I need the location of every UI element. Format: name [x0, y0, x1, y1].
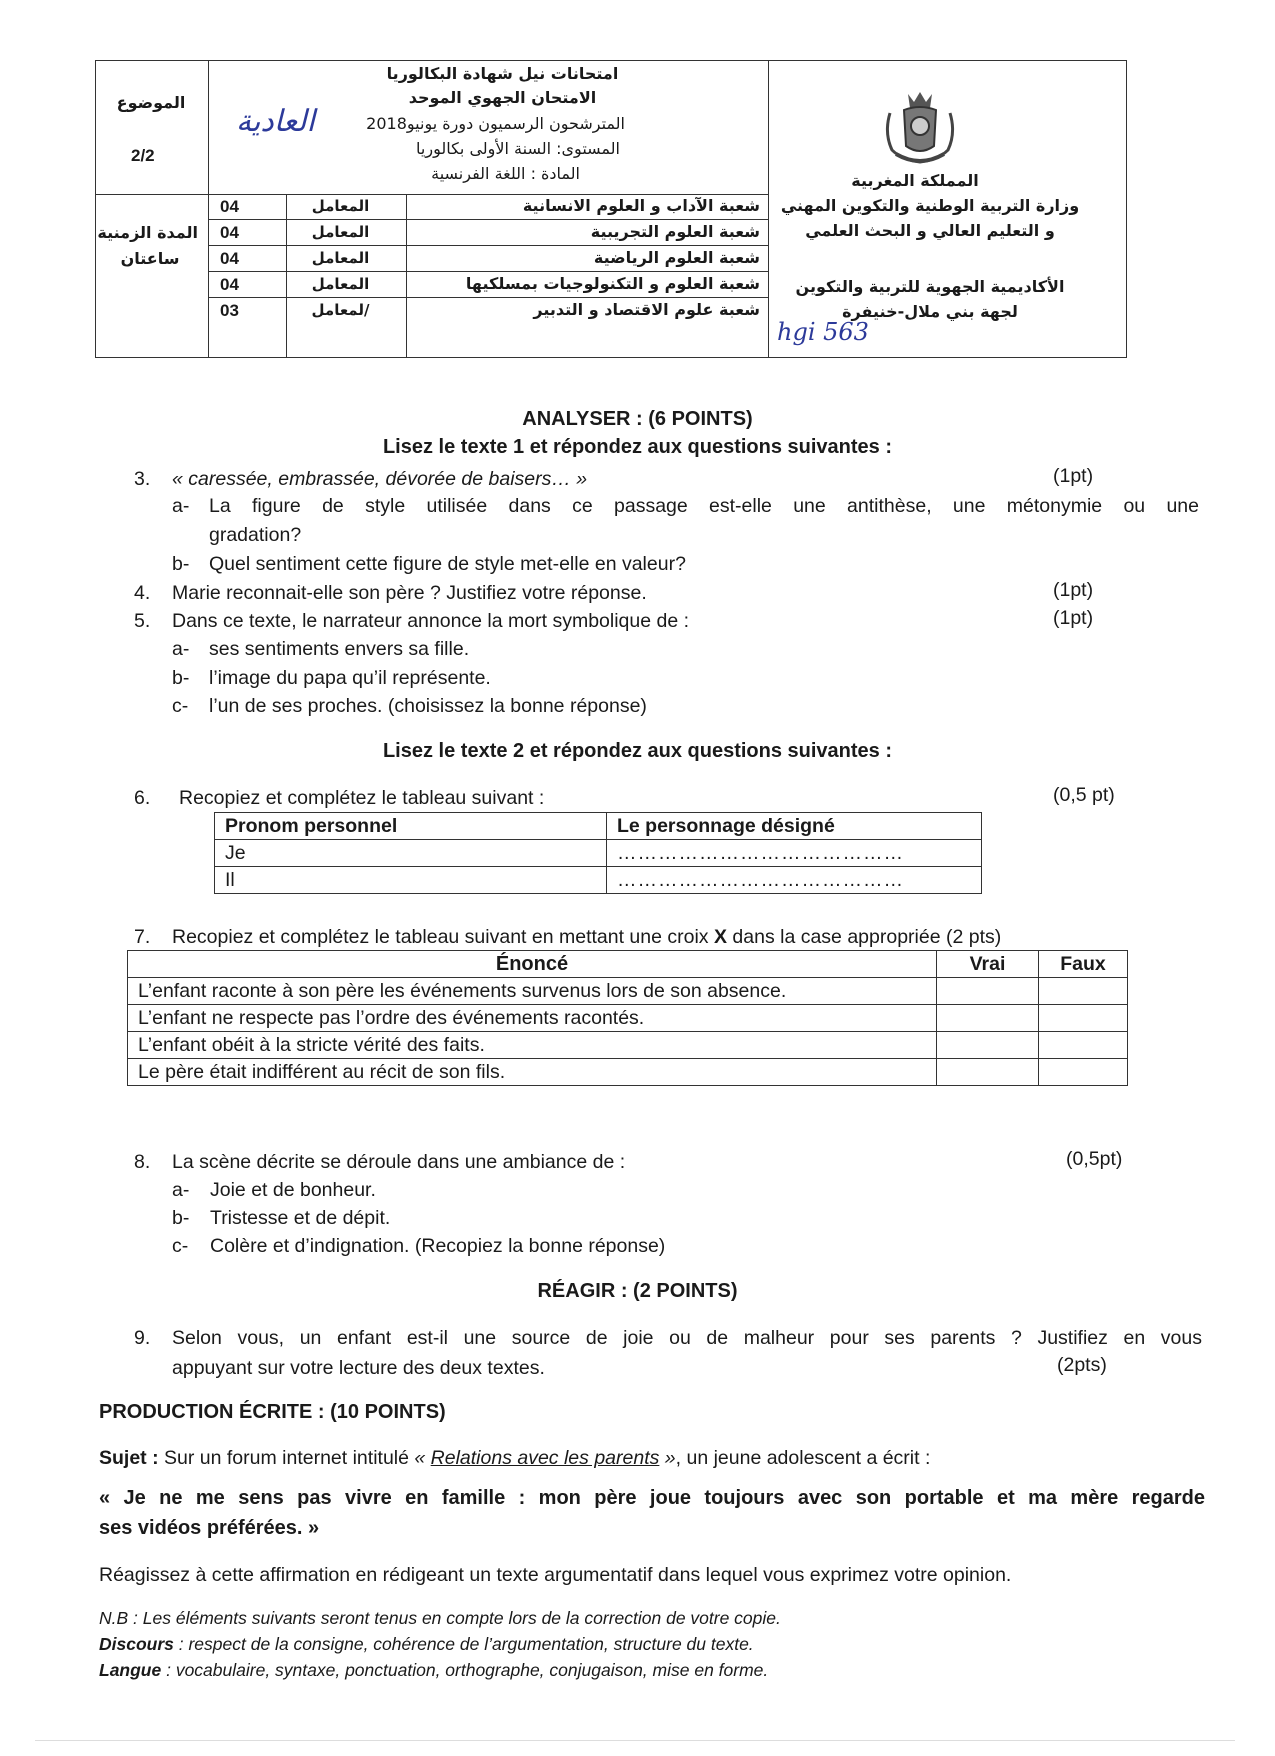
criteria-langue: [99, 1660, 768, 1682]
option-text: Joie et de bonheur.: [210, 1179, 376, 1201]
answer-cell: [1039, 978, 1128, 1005]
answer-cell: [1039, 1059, 1128, 1086]
question-text: Marie reconnait-elle son père ? Justifiez votre réponse.: [172, 582, 647, 604]
question-text: Recopiez et complétez le tableau suivant :: [179, 787, 545, 809]
header-divider: [768, 61, 769, 357]
table-header: Pronom personnel: [215, 813, 607, 840]
question-number: 7.: [134, 926, 151, 948]
branch-name: شعبة العلوم الرياضية: [593, 248, 760, 267]
table-row: [128, 1005, 1128, 1032]
subject-label: Sujet :: [99, 1447, 159, 1469]
adolescent-quote: « Je ne me sens pas vivre en famille : mon père joue toujours avec son portable et ma mère regarde: [99, 1487, 1205, 1509]
page-number: 2/2: [131, 146, 155, 165]
question-number: 8.: [134, 1151, 151, 1173]
criteria-label: Langue: [99, 1660, 162, 1680]
academy-region: لجهة بني ملال-خنيفرة: [842, 302, 1018, 321]
ministry-name: وزارة التربية الوطنية والتكوين المهني: [780, 196, 1080, 215]
option-label: a-: [172, 638, 190, 660]
coefficient: 04: [220, 197, 239, 216]
option-label: b-: [172, 553, 190, 575]
header-divider: [208, 245, 768, 246]
exam-title: امتحانات نيل شهادة البكالوريا: [386, 64, 619, 83]
duration-label: المدة الزمنية: [97, 223, 198, 242]
question-number: 4.: [134, 582, 151, 604]
coefficient: 04: [220, 223, 239, 242]
coefficient-label: المعامل: [311, 197, 370, 215]
exam-subtitle: الامتحان الجهوي الموحد: [408, 88, 597, 107]
question-points: (0,5 pt): [1053, 784, 1115, 806]
option-label: a-: [172, 1179, 190, 1201]
country-name: المملكة المغربية: [851, 171, 979, 190]
header-divider: [208, 271, 768, 272]
cross-mark: X: [713, 926, 727, 948]
page-bottom-rule: [35, 1740, 1235, 1741]
forum-title: Relations avec les parents: [430, 1447, 660, 1469]
header-divider: [208, 297, 768, 298]
question-number: 6.: [134, 787, 151, 809]
exam-subject: المادة : اللغة الفرنسية: [431, 164, 580, 183]
question-quote: « caressée, embrassée, dévorée de baisers… »: [172, 468, 588, 490]
subject-line: [99, 1446, 930, 1470]
criteria-label: Discours: [99, 1634, 174, 1654]
kingdom-emblem-icon: [880, 88, 960, 166]
question-text: Dans ce texte, le narrateur annonce la mort symbolique de :: [172, 610, 690, 632]
question-number: 3.: [134, 468, 151, 490]
option-text: ses sentiments envers sa fille.: [209, 638, 470, 660]
section-title-analyser: ANALYSER : (6 POINTS): [522, 408, 753, 430]
header-divider: [208, 61, 209, 357]
table-cell: L’enfant raconte à son père les événements survenus lors de son absence.: [128, 978, 937, 1005]
question-text: Selon vous, un enfant est-il une source de joie ou de malheur pour ses parents ? Justifiez en vous: [172, 1327, 1202, 1349]
question-points: (0,5pt): [1066, 1148, 1123, 1170]
branch-name: شعبة العلوم و التكنولوجيات بمسلكيها: [465, 274, 760, 293]
answer-cell: [937, 1059, 1039, 1086]
coefficient: 04: [220, 275, 239, 294]
coefficient-label: /لمعامل: [311, 301, 370, 319]
note-text: N.B : Les éléments suivants seront tenus en compte lors de la correction de votre copie.: [99, 1608, 781, 1628]
question-points: (1pt): [1053, 465, 1094, 487]
question-text-part: dans la case appropriée (2 pts): [727, 926, 1002, 948]
option-text: l’image du papa qu’il représente.: [209, 667, 491, 689]
coefficient-label: المعامل: [311, 223, 370, 241]
header-divider: [96, 194, 768, 195]
branch-name: شعبة الآداب و العلوم الانسانية: [522, 196, 760, 215]
table-cell: L’enfant ne respecte pas l’ordre des événements racontés.: [128, 1005, 937, 1032]
table-row: [128, 978, 1128, 1005]
academy-name: الأكاديمية الجهوية للتربية والتكوين: [795, 277, 1065, 296]
question-text-part: Recopiez et complétez le tableau suivant en mettant une croix: [172, 926, 714, 948]
subject-text: , un jeune adolescent a écrit :: [675, 1447, 931, 1469]
question-points: (1pt): [1053, 579, 1094, 601]
handwritten-session: العادية: [236, 104, 315, 139]
answer-cell: [937, 1032, 1039, 1059]
quote-mark: «: [414, 1447, 431, 1469]
exam-session: المترشحون الرسميون دورة يونيو2018: [366, 114, 625, 133]
table-row: [215, 867, 982, 894]
question-text: La scène décrite se déroule dans une ambiance de :: [172, 1151, 626, 1173]
exam-level: المستوى: السنة الأولى بكالوريا: [416, 139, 620, 158]
question-text: Quel sentiment cette figure de style met-elle en valeur?: [209, 553, 686, 575]
answer-cell: [937, 1005, 1039, 1032]
instruction-text2: Lisez le texte 2 et répondez aux questions suivantes :: [382, 740, 893, 762]
criteria-discours: [99, 1634, 754, 1656]
pronoun-table: [214, 812, 982, 894]
answer-cell: [1039, 1032, 1128, 1059]
question-number: 5.: [134, 610, 151, 632]
table-cell: Il: [215, 867, 607, 894]
question-text: [172, 925, 1001, 949]
option-label: b-: [172, 667, 190, 689]
question-text: gradation?: [209, 524, 302, 546]
question-points: (1pt): [1053, 607, 1094, 629]
table-row: [128, 1032, 1128, 1059]
option-label: c-: [172, 695, 189, 717]
table-header: Le personnage désigné: [607, 813, 982, 840]
duration-value: ساعتان: [120, 249, 180, 268]
coefficient: 04: [220, 249, 239, 268]
option-label: b-: [172, 1207, 190, 1229]
table-header: Énoncé: [128, 951, 937, 978]
question-points: (2pts): [1057, 1354, 1107, 1376]
option-label: c-: [172, 1235, 189, 1257]
header-divider: [208, 219, 768, 220]
answer-blank: ……………………………………: [607, 867, 982, 894]
section-title-production: PRODUCTION ÉCRITE : (10 POINTS): [99, 1401, 446, 1423]
quote-mark: »: [659, 1447, 676, 1469]
question-text: appuyant sur votre lecture des deux textes.: [172, 1357, 545, 1379]
branch-name: شعبة العلوم التجريبية: [590, 222, 760, 241]
criteria-text: : vocabulaire, syntaxe, ponctuation, orthographe, conjugaison, mise en forme.: [161, 1660, 769, 1680]
option-label: a-: [172, 495, 190, 517]
answer-cell: [1039, 1005, 1128, 1032]
coefficient-label: المعامل: [311, 275, 370, 293]
question-number: 9.: [134, 1327, 151, 1349]
subject-text: Sur un forum internet intitulé: [158, 1447, 415, 1469]
coefficient: 03: [220, 301, 239, 320]
ministry-name-line2: و التعليم العالي و البحث العلمي: [805, 221, 1055, 240]
section-title-reagir: RÉAGIR : (2 POINTS): [537, 1280, 738, 1302]
table-row: [128, 1059, 1128, 1086]
branch-name: شعبة علوم الاقتصاد و التدبير: [533, 300, 760, 319]
option-text: l’un de ses proches. (choisissez la bonne réponse): [209, 695, 647, 717]
table-cell: L’enfant obéit à la stricte vérité des faits.: [128, 1032, 937, 1059]
table-cell: Le père était indifférent au récit de son fils.: [128, 1059, 937, 1086]
handwritten-reference: hgi 563: [777, 318, 869, 346]
writing-instruction: Réagissez à cette affirmation en rédigeant un texte argumentatif dans lequel vous exprimez votre opinion.: [99, 1564, 1012, 1586]
instruction-text1: Lisez le texte 1 et répondez aux questions suivantes :: [382, 436, 893, 458]
option-text: Tristesse et de dépit.: [210, 1207, 391, 1229]
option-text: Colère et d’indignation. (Recopiez la bonne réponse): [210, 1235, 666, 1257]
topic-label: الموضوع: [116, 93, 186, 112]
table-header: Vrai: [937, 951, 1039, 978]
coefficient-label: المعامل: [311, 249, 370, 267]
question-text: La figure de style utilisée dans ce passage est-elle une antithèse, une métonymie ou une: [209, 495, 1199, 517]
answer-cell: [937, 978, 1039, 1005]
criteria-text: : respect de la consigne, cohérence de l’argumentation, structure du texte.: [173, 1634, 754, 1654]
adolescent-quote-line2: ses vidéos préférées. »: [99, 1517, 320, 1539]
answer-blank: ……………………………………: [607, 840, 982, 867]
table-row: [215, 840, 982, 867]
table-header: Faux: [1039, 951, 1128, 978]
true-false-table: [127, 950, 1128, 1086]
table-cell: Je: [215, 840, 607, 867]
